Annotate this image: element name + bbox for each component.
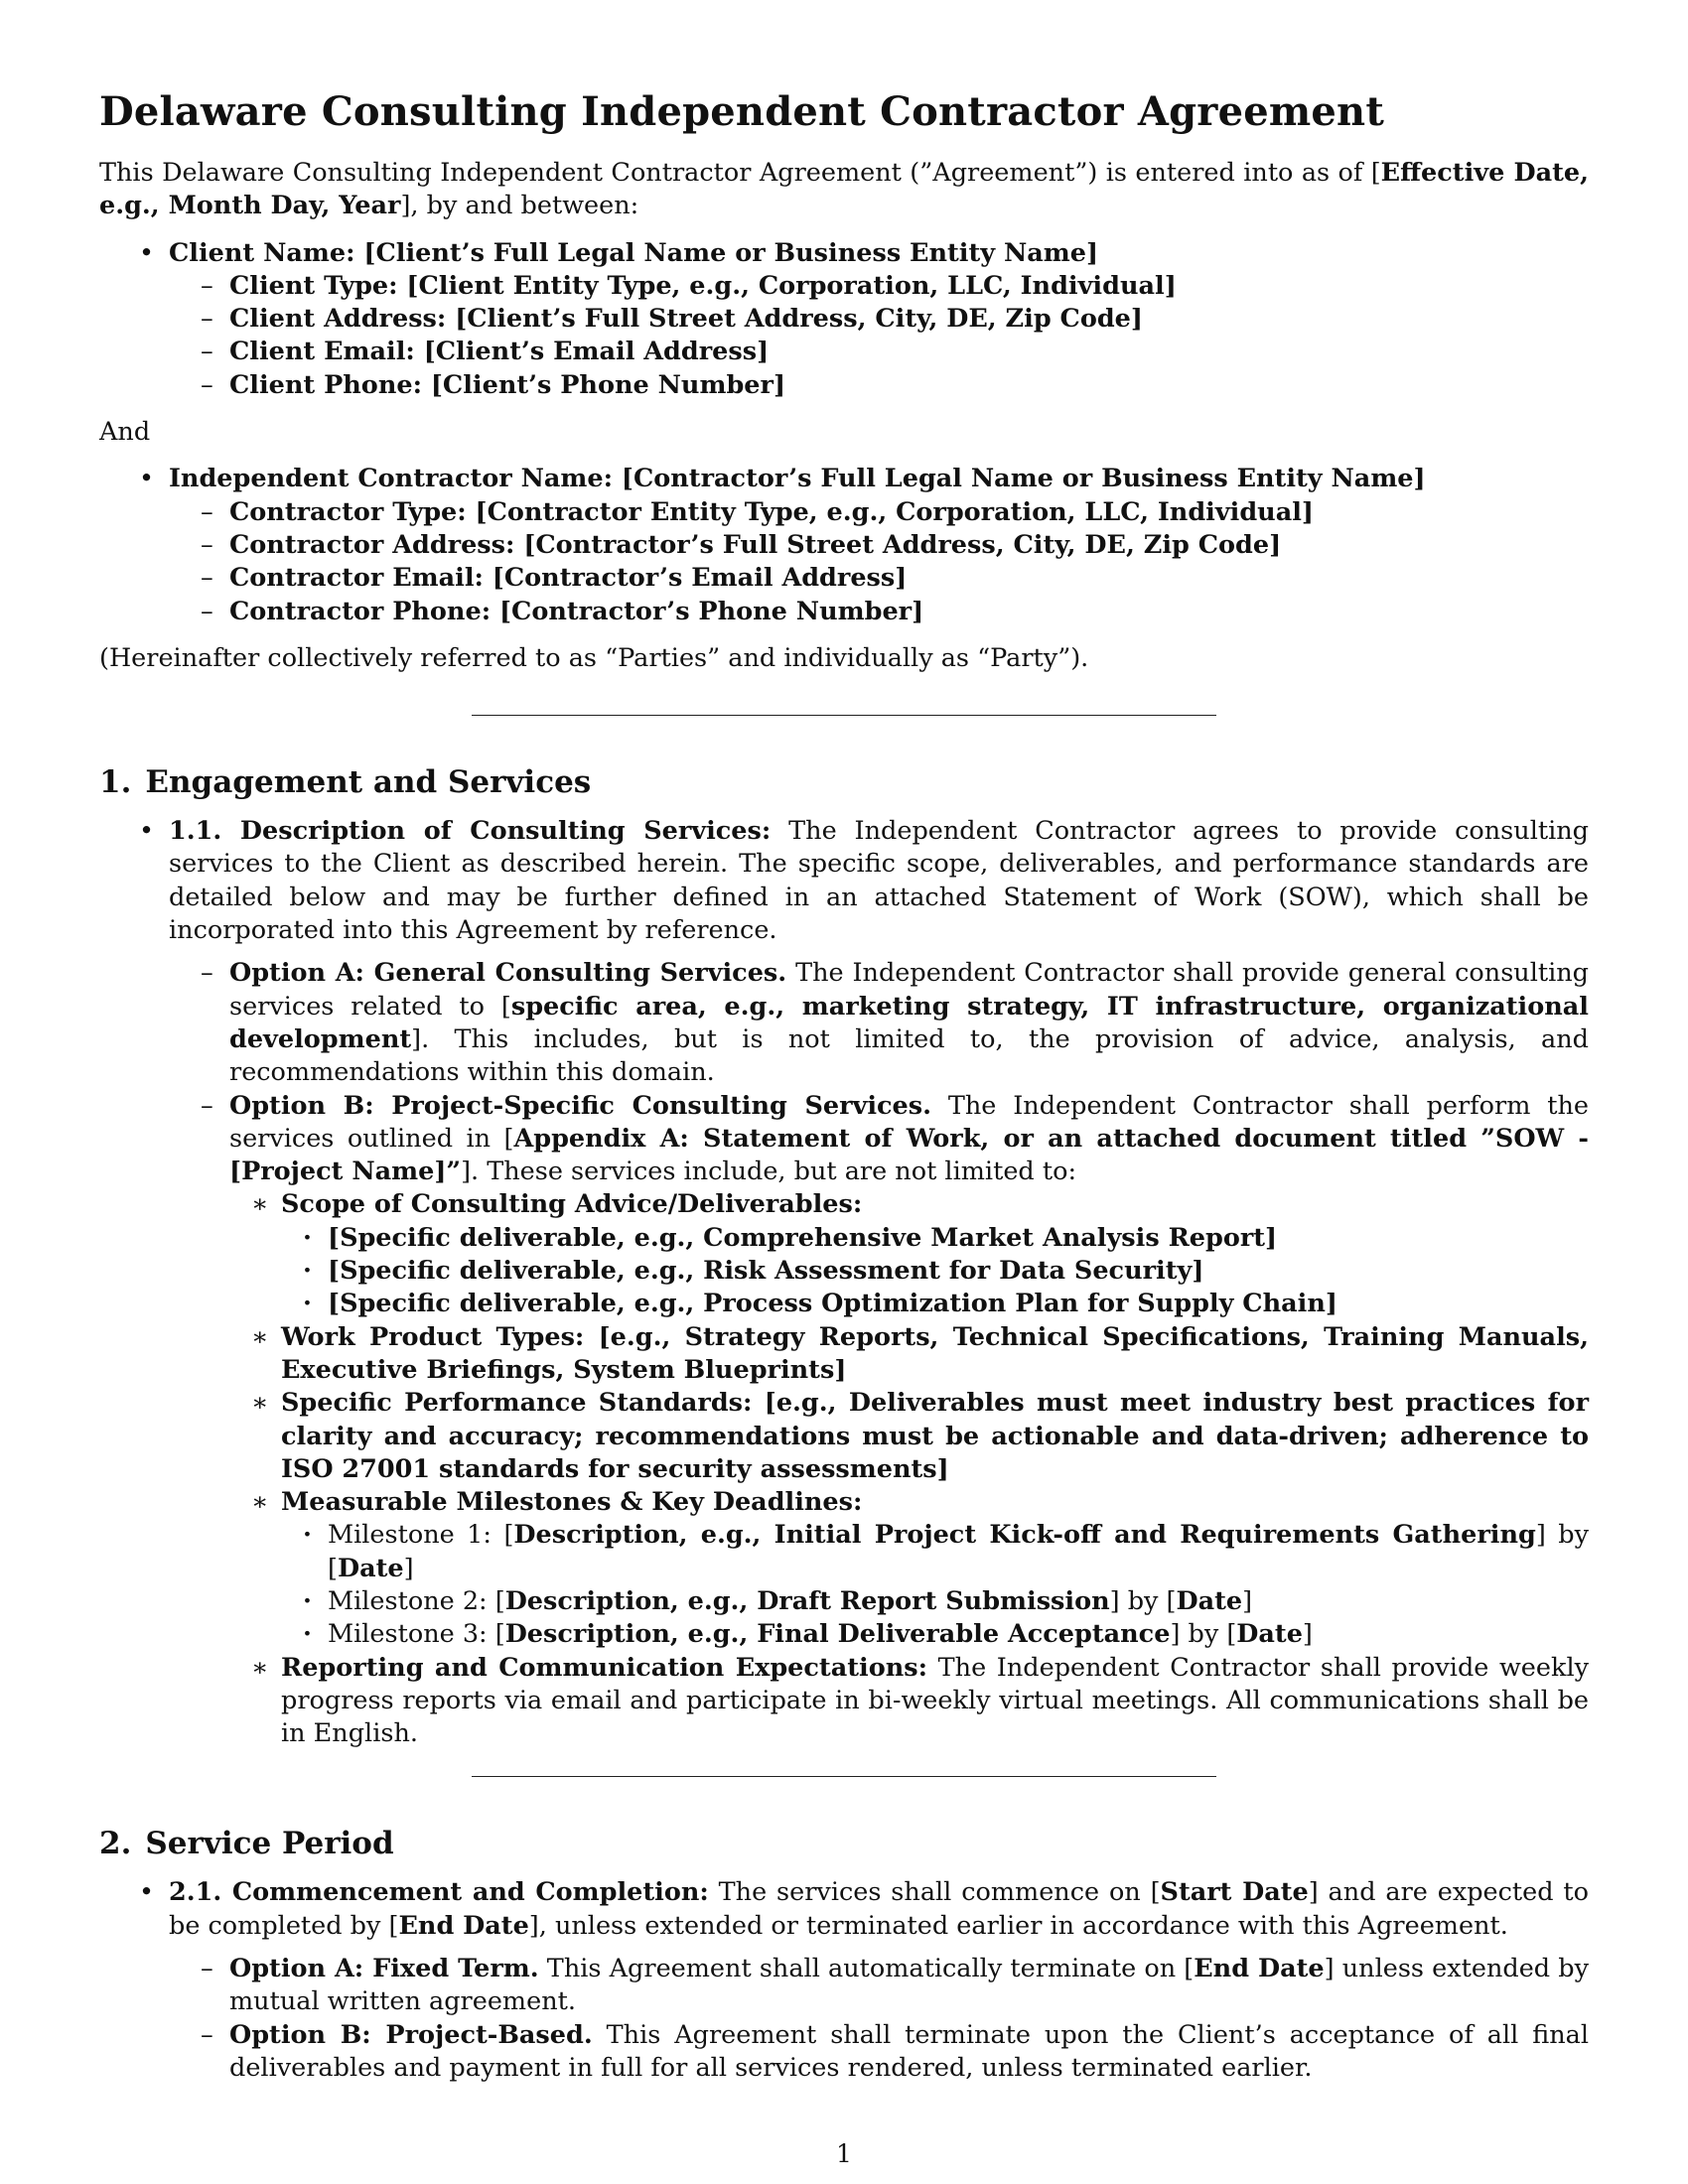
reporting-text: The Independent Contractor shall provide weekly progress reports via email and participate in bi-weekly virtual meetings. All communications shall be in English.: [281, 1652, 1590, 1749]
milestone-2-mid: ] by [: [1109, 1585, 1177, 1616]
milestone-2-end: ]: [1242, 1585, 1253, 1616]
section-2-title: Service Period: [145, 1826, 394, 1862]
client-address-item: [169, 303, 1589, 336]
clause-2-1-text-a: The services shall commence on [: [708, 1877, 1161, 1908]
contractor-address-item: [169, 529, 1589, 562]
section-2-number: 2.: [99, 1826, 132, 1862]
milestone-1-end: ]: [403, 1553, 414, 1583]
milestone-2-prefix: Milestone 2: [: [328, 1585, 505, 1616]
option-b-label: Option B: Project-Specific Consulting Services.: [229, 1090, 932, 1121]
clause-2-1-text-c: ], unless extended or terminated earlier in accordance with this Agreement.: [528, 1910, 1508, 1941]
deliverable-item: [281, 1222, 1589, 1255]
option-a-general: [169, 957, 1589, 1089]
contractor-phone-item: [169, 596, 1589, 628]
section-1-list: [99, 815, 1589, 1750]
intro-paragraph: [99, 157, 1589, 223]
contractor-email-item: [169, 562, 1589, 595]
milestone-3-date: Date: [1236, 1619, 1303, 1650]
section-1-number: 1.: [99, 764, 132, 801]
scope-label: Scope of Consulting Advice/Deliverables:: [281, 1189, 863, 1220]
effective-date-placeholder: Effective Date, e.g., Month Day, Year: [99, 158, 1589, 221]
document-page: [99, 89, 1589, 2085]
client-address: Client Address: [Client’s Full Street Address, City, DE, Zip Code]: [229, 304, 1143, 335]
option-a-area: specific area, e.g., marketing strategy, IT infrastructure, organizational development: [229, 991, 1589, 1054]
client-list: [99, 237, 1589, 402]
work-product-item: [229, 1321, 1589, 1388]
fixed-term-label: Option A: Fixed Term.: [229, 1954, 539, 1984]
milestones-label: Measurable Milestones & Key Deadlines:: [281, 1487, 863, 1518]
contractor-list: [99, 463, 1589, 627]
contractor-type-item: [169, 496, 1589, 529]
milestone-1-desc: Description, e.g., Initial Project Kick-off and Requirements Gathering: [513, 1520, 1536, 1551]
reporting-label: Reporting and Communication Expectations:: [281, 1652, 928, 1683]
and-label: And: [99, 417, 151, 448]
clause-2-1: [99, 1876, 1589, 2085]
deliverable-item: [281, 1255, 1589, 1288]
deliverable-2: [Specific deliverable, e.g., Risk Assessment for Data Security]: [328, 1256, 1204, 1287]
client-type: Client Type: [Client Entity Type, e.g., Corporation, LLC, Individual]: [229, 270, 1177, 301]
contractor-name-item: [99, 463, 1589, 627]
section-1-options: [169, 957, 1589, 1750]
section-2-list: [99, 1876, 1589, 2085]
clause-2-1-text-b: ] and are expected to be completed by [: [169, 1877, 1590, 1941]
option-b-project-based: [169, 2019, 1589, 2086]
option-a-label: Option A: General Consulting Services.: [229, 958, 787, 989]
milestone-3-mid: ] by [: [1170, 1619, 1237, 1650]
option-b-text-a: The Independent Contractor shall perform the services outlined in [: [229, 1090, 1589, 1154]
clause-2-1-label: 2.1. Commencement and Completion:: [169, 1877, 709, 1908]
milestone-1-prefix: Milestone 1: [: [328, 1520, 514, 1551]
option-a-text-a: The Independent Contractor shall provide general consulting services related to [: [229, 958, 1590, 1022]
option-a-text-b: ]. This includes, but is not limited to, the provision of advice, analysis, and recommendations within this domain.: [229, 1024, 1589, 1088]
client-phone: Client Phone: [Client’s Phone Number]: [229, 369, 786, 400]
document-title: Delaware Consulting Independent Contractor Agreement: [99, 88, 1384, 135]
performance-standards: Specific Performance Standards: [e.g., Deliverables must meet industry best practices for clarity and accuracy; recommendations must be actionable and data-driven; adherence to ISO 27001 standards for security assessments]: [281, 1388, 1589, 1484]
performance-item: [229, 1387, 1589, 1486]
deliverables-list: [281, 1222, 1589, 1321]
work-product: Work Product Types: [e.g., Strategy Reports, Technical Specifications, Training Manuals, Executive Briefings, System Blueprints]: [281, 1321, 1589, 1385]
clause-1-1: [99, 815, 1589, 1750]
start-date-placeholder: Start Date: [1160, 1877, 1309, 1908]
option-b-details: [229, 1188, 1589, 1750]
milestone-item: [281, 1618, 1589, 1651]
horizontal-rule: [472, 715, 1216, 716]
option-b-project: [169, 1090, 1589, 1751]
project-based-text: This Agreement shall terminate upon the Client’s acceptance of all final deliverables and payment in full for all services rendered, unless terminated earlier.: [229, 2019, 1589, 2083]
section-1-heading: [99, 763, 1589, 801]
fixed-term-text-b: ] unless extended by mutual written agreement.: [229, 1954, 1589, 2017]
contractor-address: Contractor Address: [Contractor’s Full Street Address, City, DE, Zip Code]: [229, 529, 1282, 560]
contractor-email: Contractor Email: [Contractor’s Email Address]: [229, 563, 908, 594]
fixed-term-text-a: This Agreement shall automatically terminate on [: [538, 1954, 1195, 1984]
option-b-text-b: ]. These services include, but are not limited to:: [461, 1157, 1077, 1187]
contractor-details: [169, 496, 1589, 628]
milestone-2-desc: Description, e.g., Draft Report Submission: [504, 1585, 1110, 1616]
milestone-3-end: ]: [1302, 1619, 1313, 1650]
milestones-list: [281, 1519, 1589, 1651]
milestone-2-date: Date: [1176, 1585, 1243, 1616]
deliverable-item: [281, 1288, 1589, 1320]
section-1-title: Engagement and Services: [145, 764, 592, 801]
page-number: 1: [836, 2139, 852, 2168]
contractor-phone: Contractor Phone: [Contractor’s Phone Number]: [229, 596, 924, 626]
client-name-item: [99, 237, 1589, 402]
milestone-1-date: Date: [337, 1553, 404, 1583]
scope-item: [229, 1188, 1589, 1320]
fixed-term-end-date: End Date: [1194, 1954, 1325, 1984]
clause-1-1-label: 1.1. Description of Consulting Services:: [169, 816, 772, 847]
milestone-1-mid: ] by [: [328, 1520, 1589, 1583]
client-email-item: [169, 336, 1589, 368]
hereinafter-paragraph: (Hereinafter collectively referred to as “Parties” and individually as “Party”).: [99, 642, 1089, 673]
end-date-placeholder: End Date: [398, 1910, 529, 1941]
milestone-3-prefix: Milestone 3: [: [328, 1619, 505, 1650]
clause-1-1-text: The Independent Contractor agrees to provide consulting services to the Client as described herein. The specific scope, deliverables, and performance standards are detailed below and may be further defined in an attached Statement of Work (SOW), which shall be incorporated into this Agreement by reference.: [169, 816, 1589, 946]
client-type-item: [169, 270, 1589, 303]
intro-text-a: This Delaware Consulting Independent Contractor Agreement (”Agreement”) is entered into as of [: [99, 158, 1381, 188]
project-based-label: Option B: Project-Based.: [229, 2019, 593, 2050]
milestone-item: [281, 1585, 1589, 1618]
milestones-item: [229, 1486, 1589, 1651]
contractor-name: Independent Contractor Name: [Contractor’s Full Legal Name or Business Entity Name]: [169, 464, 1426, 494]
deliverable-1: [Specific deliverable, e.g., Comprehensive Market Analysis Report]: [328, 1222, 1278, 1253]
client-name: Client Name: [Client’s Full Legal Name or Business Entity Name]: [169, 237, 1099, 268]
section-2-options: [169, 1953, 1589, 2085]
milestone-item: [281, 1519, 1589, 1585]
reporting-item: [229, 1652, 1589, 1751]
deliverable-3: [Specific deliverable, e.g., Process Optimization Plan for Supply Chain]: [328, 1289, 1337, 1319]
client-email: Client Email: [Client’s Email Address]: [229, 337, 770, 367]
client-details: [169, 270, 1589, 402]
horizontal-rule: [472, 1776, 1216, 1777]
client-phone-item: [169, 369, 1589, 402]
option-b-appendix: Appendix A: Statement of Work, or an attached document titled ”SOW - [Project Name]”: [229, 1123, 1589, 1187]
section-2-heading: [99, 1825, 1589, 1862]
intro-text-b: ], by and between:: [400, 191, 639, 221]
option-a-fixed-term: [169, 1953, 1589, 2019]
contractor-type: Contractor Type: [Contractor Entity Type, e.g., Corporation, LLC, Individual]: [229, 496, 1314, 527]
milestone-3-desc: Description, e.g., Final Deliverable Acceptance: [504, 1619, 1171, 1650]
